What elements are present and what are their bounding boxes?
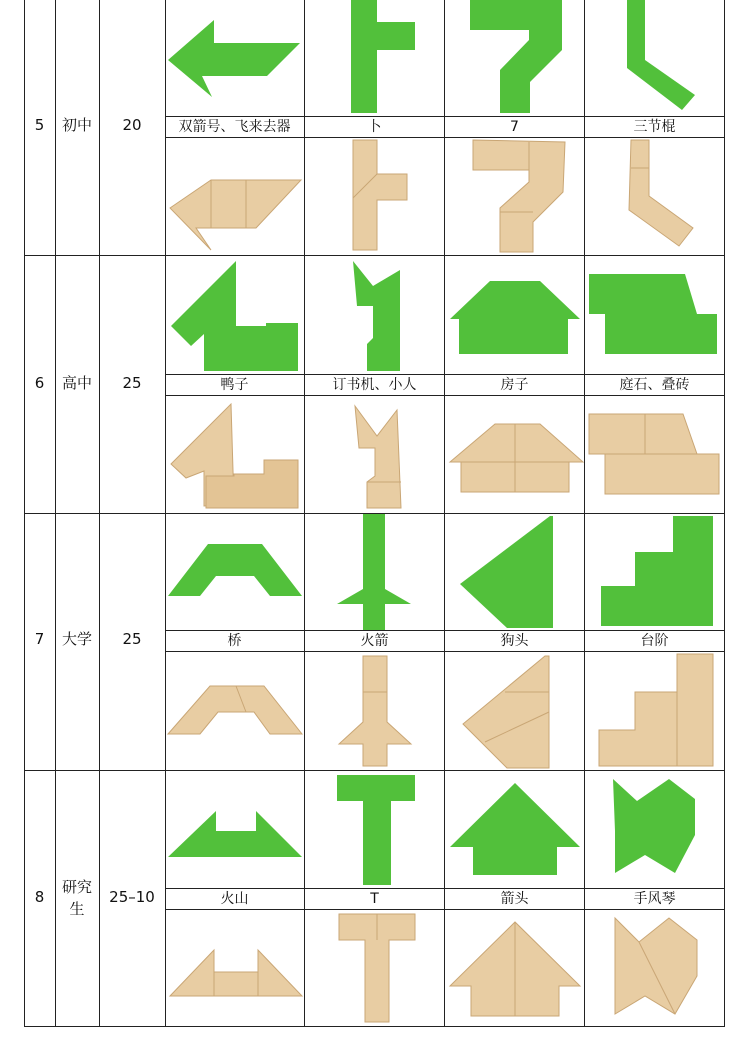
wood-letter-t-icon [305,910,444,1026]
wood-dog-head-icon [445,652,584,770]
arrowhead-icon [445,771,584,887]
row-level: 研究生 [61,878,92,918]
double-arrow-icon [166,0,304,116]
three-section-staff-icon [585,0,724,116]
bridge-icon [166,514,304,630]
row-number: 5 [34,116,45,134]
row-number: 6 [34,374,45,392]
accordion-icon [585,771,724,887]
shape-label: T [370,891,379,907]
row-time: 25 [122,374,142,392]
wood-stacked-bricks-icon [585,396,724,513]
wood-volcano-icon [166,910,304,1026]
shape-label: 卜 [367,119,382,135]
letter-t-icon [305,771,444,887]
wood-bu-icon [305,138,444,255]
wood-accordion-icon [585,910,724,1026]
wood-rocket-icon [305,652,444,770]
shape-label: 手风琴 [633,891,676,907]
stapler-icon [305,256,444,374]
stairs-icon [585,514,724,630]
row-level: 大学 [61,630,92,648]
shape-label: 台阶 [640,633,669,649]
shape-label: 7 [510,119,519,135]
shape-label: 庭石、叠砖 [619,377,690,393]
shape-label: 桥 [227,633,242,649]
row-time: 25–10 [109,888,155,906]
wood-arrowhead-icon [445,910,584,1026]
bu-icon [305,0,444,116]
shape-label: 箭头 [500,891,529,907]
wood-stapler-icon [305,396,444,513]
dog-head-icon [445,514,584,630]
row-time: 20 [122,116,142,134]
row-level: 高中 [61,374,92,392]
row-number: 7 [34,630,45,648]
duck-icon [166,256,304,374]
rocket-icon [305,514,444,630]
wood-double-arrow-icon [166,138,304,255]
row-number: 8 [34,888,45,906]
row-time: 25 [122,630,142,648]
shape-label: 鸭子 [220,377,249,393]
house-icon [445,256,584,374]
shape-label: 房子 [500,377,529,393]
shape-label: 三节棍 [633,119,676,135]
shape-label: 订书机、小人 [332,377,417,393]
wood-seven-icon [445,138,584,255]
stacked-bricks-icon [585,256,724,374]
wood-stairs-icon [585,652,724,770]
shape-label: 狗头 [500,633,529,649]
volcano-icon [166,771,304,887]
shape-label: 火箭 [360,633,389,649]
seven-icon [445,0,584,116]
shape-label: 双箭号、飞来去器 [178,119,291,135]
shape-label: 火山 [220,891,249,907]
wood-house-icon [445,396,584,513]
row-level: 初中 [61,116,92,134]
wood-bridge-icon [166,652,304,770]
wood-duck-icon [166,396,304,513]
wood-three-section-staff-icon [585,138,724,255]
